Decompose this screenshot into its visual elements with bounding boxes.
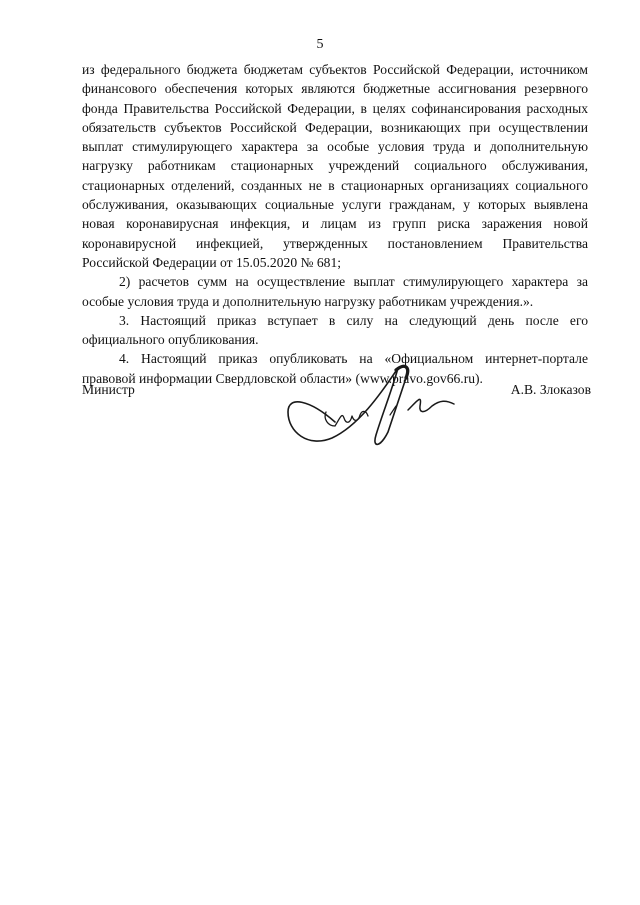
paragraph-item-4: 4. Настоящий приказ опубликовать на «Официальном интернет-портале правовой информации Свердловской области» (www.pravo.gov66.ru). [82, 351, 588, 386]
signature-block [0, 380, 640, 480]
signatory-position: Министр [82, 382, 135, 397]
handwritten-signature [280, 360, 460, 470]
body-text [82, 60, 588, 388]
page-number: 5 [316, 37, 324, 52]
paragraph-item-3: 3. Настоящий приказ вступает в силу на следующий день после его официального опубликования. [82, 312, 588, 348]
signatory-name: А.В. Злоказов [510, 382, 591, 397]
paragraph-continuation: из федерального бюджета бюджетам субъектов Российской Федерации, источником финансового обеспечения которых являются бюджетные ассигнования резервного фонда Правительства Российской Федерации, в целях софинансирования расходных обязательств субъектов Российской Федерации, возникающих при осуществлении выплат стимулирующего характера за особые условия труда и дополнительную нагрузку работникам стационарных учреждений социального обслуживания, стационарных отделений, созданных не в стационарных организациях социального обслуживания, оказывающих социальные услуги гражданам, у которых выявлена новая коронавирусная инфекция, и лицам из групп риска заражения новой коронавирусной инфекцией, утвержденных постановлением Правительства Российской Федерации от 15.05.2020 № 681; [82, 62, 588, 270]
paragraph-item-2: 2) расчетов сумм на осуществление выплат стимулирующего характера за особые условия труда и дополнительную нагрузку работникам учреждения.». [82, 274, 588, 309]
